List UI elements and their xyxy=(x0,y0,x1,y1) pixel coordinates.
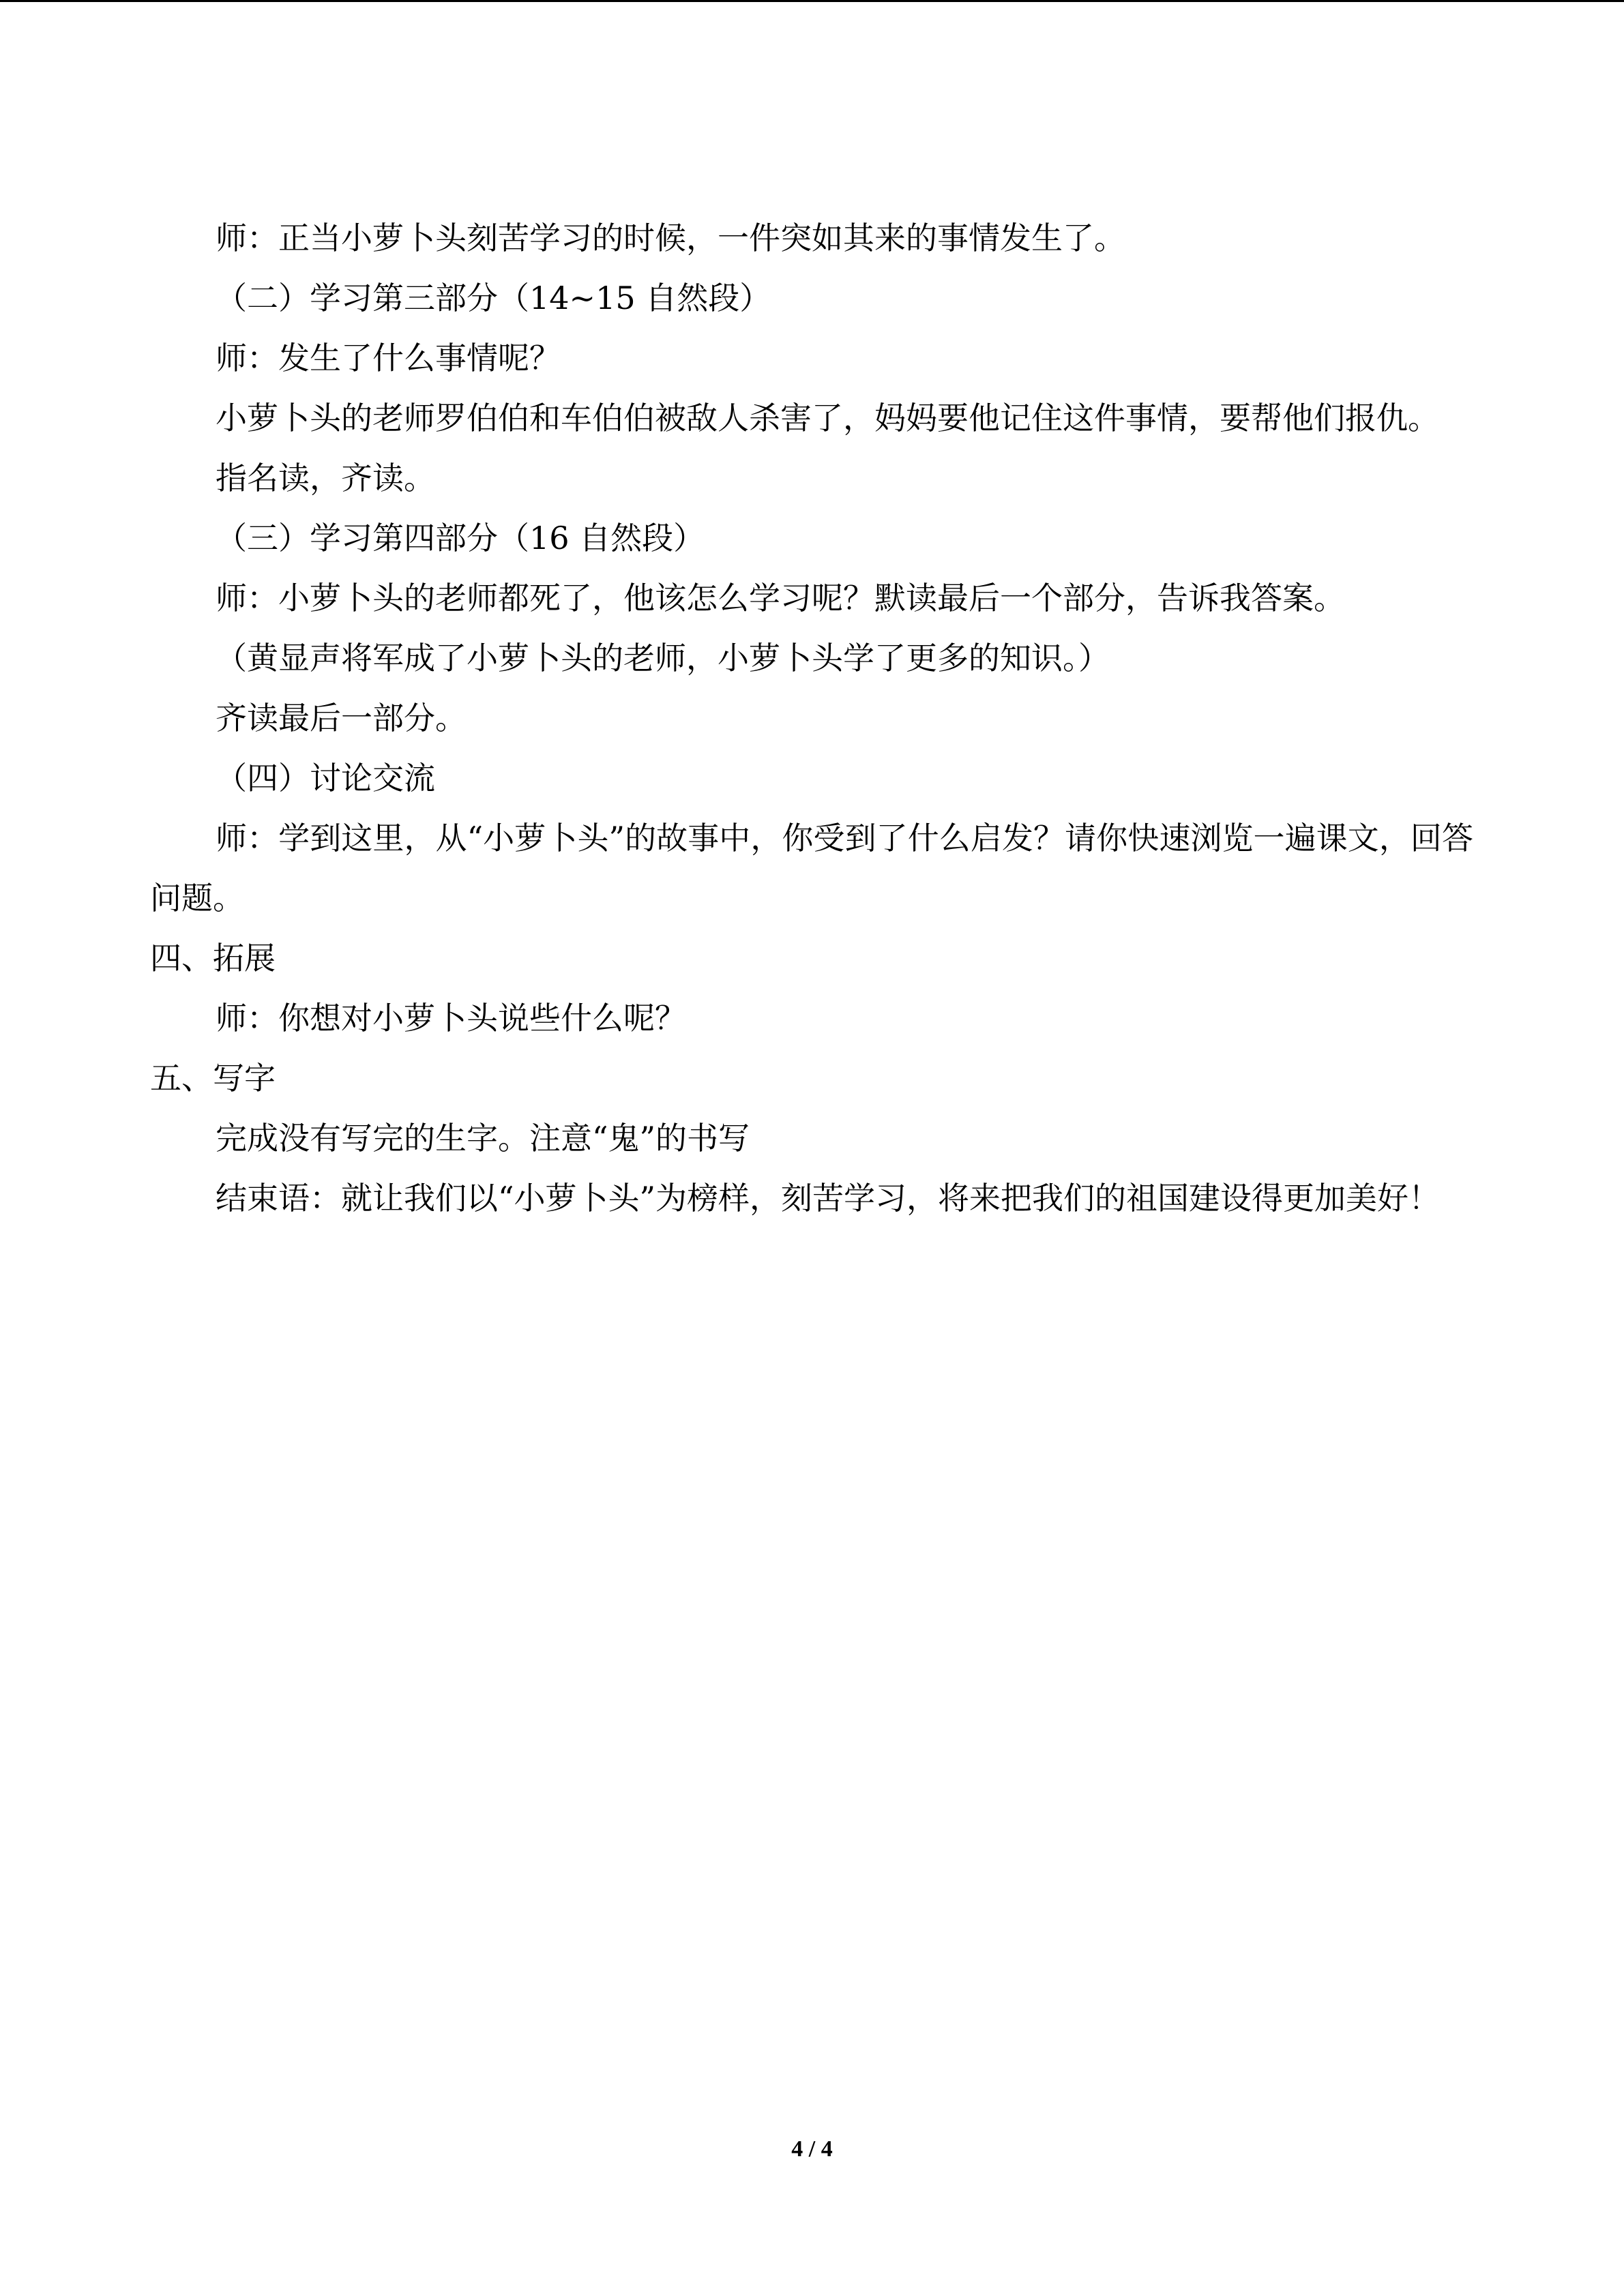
section-heading: （三）学习第四部分（16 自然段） xyxy=(216,520,705,556)
top-border-line xyxy=(0,0,1624,2)
paragraph: 师：发生了什么事情呢？ xyxy=(216,340,561,376)
section-heading: （四）讨论交流 xyxy=(216,760,435,796)
paragraph: （黄显声将军成了小萝卜头的老师，小萝卜头学了更多的知识。） xyxy=(216,640,1110,676)
paragraph: 小萝卜头的老师罗伯伯和车伯伯被敌人杀害了，妈妈要他记住这件事情，要帮他们报仇。 xyxy=(216,400,1439,436)
paragraph: 完成没有写完的生字。注意“鬼”的书写 xyxy=(216,1120,750,1157)
paragraph: 指名读，齐读。 xyxy=(216,460,435,496)
section-heading: （二）学习第三部分（14~15 自然段） xyxy=(216,280,771,316)
main-heading: 五、写字 xyxy=(150,1060,276,1097)
paragraph: 师：你想对小萝卜头说些什么呢？ xyxy=(216,1000,686,1037)
paragraph: 师：正当小萝卜头刻苦学习的时候，一件突如其来的事情发生了。 xyxy=(216,220,1125,256)
paragraph: 师：学到这里，从“小萝卜头”的故事中，你受到了什么启发？请你快速浏览一遍课文，回答问题。 xyxy=(150,820,1473,916)
page-number: 4 / 4 xyxy=(791,2136,833,2162)
document-body xyxy=(150,208,1473,1228)
paragraph: 师：小萝卜头的老师都死了，他该怎么学习呢？默读最后一个部分，告诉我答案。 xyxy=(216,580,1345,616)
paragraph: 齐读最后一部分。 xyxy=(216,700,467,736)
paragraph: 结束语：就让我们以“小萝卜头”为榜样，刻苦学习，将来把我们的祖国建设得更加美好！ xyxy=(216,1180,1441,1217)
main-heading: 四、拓展 xyxy=(150,940,276,976)
